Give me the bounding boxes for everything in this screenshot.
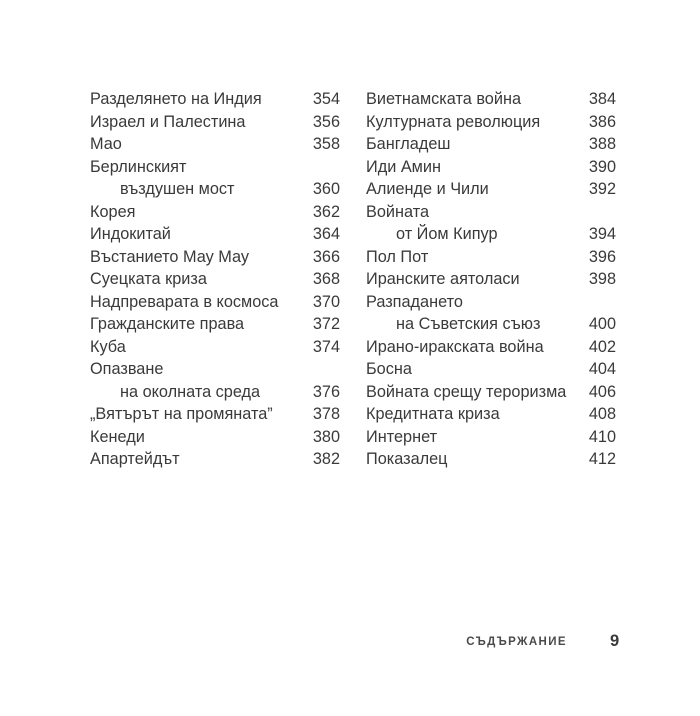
toc-entry: [366, 291, 616, 314]
toc-entry: [90, 156, 340, 179]
toc-entry-title: Разпадането: [366, 292, 463, 311]
toc-entry-page-number: 374: [312, 337, 340, 356]
toc-entry-title: Босна: [366, 360, 412, 378]
toc-entry-title: Бангладеш: [366, 135, 451, 153]
toc-entry-page-number: 364: [312, 225, 340, 243]
toc-entry-title: Куба: [90, 337, 126, 356]
toc-entry: [366, 178, 616, 201]
toc-entry-page-number: 390: [588, 157, 616, 176]
toc-entry-title: Войната срещу тероризма: [366, 382, 567, 401]
toc-entry: [90, 246, 340, 269]
toc-entry-page-number: 358: [312, 135, 340, 153]
toc-entry: [90, 426, 340, 449]
toc-entry: [90, 403, 340, 426]
toc-entry-page-number: 368: [312, 270, 340, 288]
toc-entry: [366, 403, 616, 426]
toc-entry-page-number: 376: [312, 382, 340, 401]
toc-entry: [366, 268, 616, 291]
toc-entry-page-number: 392: [588, 180, 616, 198]
toc-entry: [90, 313, 340, 336]
toc-entry: [90, 223, 340, 246]
page-number: 9: [610, 632, 620, 650]
toc-entry: [366, 156, 616, 179]
toc-entry-page-number: 408: [588, 405, 616, 423]
toc-entry: [366, 381, 616, 404]
toc-entry-page-number: 406: [588, 382, 616, 401]
toc-entry: [366, 336, 616, 359]
toc-entry-title: Въстанието Мау Мау: [90, 247, 249, 266]
toc-entry-title: Войната: [366, 202, 430, 221]
toc-column-left: [90, 88, 340, 471]
toc-entry-title: Гражданските права: [90, 315, 245, 333]
toc-entry-page-number: 372: [312, 315, 340, 333]
toc-entry: [90, 111, 340, 134]
toc-entry: [90, 336, 340, 359]
toc-entry-page-number: 396: [588, 247, 616, 266]
toc-entry-title: Корея: [90, 202, 136, 221]
toc-entry-page-number: 360: [312, 180, 340, 198]
toc-entry: [366, 201, 616, 224]
toc-entry-title: Индокитай: [90, 225, 171, 243]
toc-entry: [366, 426, 616, 449]
toc-entry-title: въздушен мост: [120, 180, 235, 198]
toc-entry-page-number: 394: [588, 225, 616, 243]
toc-entry: [90, 291, 340, 314]
toc-entry: [90, 381, 340, 404]
toc-entry-title: на околната среда: [120, 382, 261, 401]
toc-entry-page-number: 382: [312, 450, 340, 468]
toc-entry-title: Кредитната криза: [366, 405, 500, 423]
toc-entry: [366, 358, 616, 381]
toc-entry-title: Мао: [90, 135, 122, 153]
toc-entry-title: Надпреварата в космоса: [90, 292, 279, 311]
toc-entry-page-number: 402: [588, 337, 616, 356]
toc-entry-title: Разделянето на Индия: [90, 90, 262, 108]
toc-entry: [90, 358, 340, 381]
toc-entry-page-number: 354: [312, 90, 340, 108]
toc-entry: [90, 178, 340, 201]
toc-entry-title: Пол Пот: [366, 247, 429, 266]
toc-entry: [366, 448, 616, 471]
toc-entry-page-number: 404: [588, 360, 616, 378]
toc-entry-title: Културната революция: [366, 112, 541, 131]
toc-entry: [90, 268, 340, 291]
toc-entry-title: Иранските аятоласи: [366, 270, 520, 288]
toc-entry-title: Интернет: [366, 427, 438, 446]
toc-entry-page-number: 384: [588, 90, 616, 108]
section-title: СЪДЪРЖАНИЕ: [466, 636, 567, 648]
toc-entry-title: Алиенде и Чили: [366, 180, 489, 198]
toc-entry-title: Виетнамската война: [366, 90, 521, 108]
toc-entry-title: Апартейдът: [90, 450, 180, 468]
toc-entry-page-number: 366: [312, 247, 340, 266]
toc-entry: [90, 88, 340, 111]
toc-entry: [366, 111, 616, 134]
toc-column-right: [366, 88, 616, 471]
toc-entry-page-number: 380: [312, 427, 340, 446]
page-footer: [0, 632, 700, 656]
toc-entry-title: „Вятърът на промяната”: [90, 405, 273, 423]
toc-entry-title: от Йом Кипур: [396, 225, 498, 243]
toc-entry-page-number: 370: [312, 292, 340, 311]
toc-entry: [366, 88, 616, 111]
toc-entry: [90, 133, 340, 156]
toc-entry-page-number: 400: [588, 315, 616, 333]
toc-entry: [366, 313, 616, 336]
toc-entry-title: Кенеди: [90, 427, 145, 446]
toc-entry-title: Показалец: [366, 450, 448, 468]
toc-entry-page-number: 410: [588, 427, 616, 446]
toc-entry: [90, 448, 340, 471]
toc-entry-title: Иди Амин: [366, 157, 441, 176]
toc-entry-title: Суецката криза: [90, 270, 207, 288]
toc-entry-page-number: 388: [588, 135, 616, 153]
toc-entry-page-number: 386: [588, 112, 616, 131]
toc-entry-title: Ирано-иракската война: [366, 337, 544, 356]
toc-entry-page-number: 362: [312, 202, 340, 221]
toc-entry-page-number: 356: [312, 112, 340, 131]
toc-entry-title: Берлинският: [90, 157, 187, 176]
toc-entry-page-number: 378: [312, 405, 340, 423]
toc-entry-title: Опазване: [90, 360, 164, 378]
toc-entry: [366, 246, 616, 269]
toc-entry-title: Израел и Палестина: [90, 112, 246, 131]
toc-entry-page-number: 412: [588, 450, 616, 468]
toc-entry-title: на Съветския съюз: [396, 315, 541, 333]
toc-entry: [366, 133, 616, 156]
toc-entry: [90, 201, 340, 224]
toc-entry-page-number: 398: [588, 270, 616, 288]
toc-entry: [366, 223, 616, 246]
